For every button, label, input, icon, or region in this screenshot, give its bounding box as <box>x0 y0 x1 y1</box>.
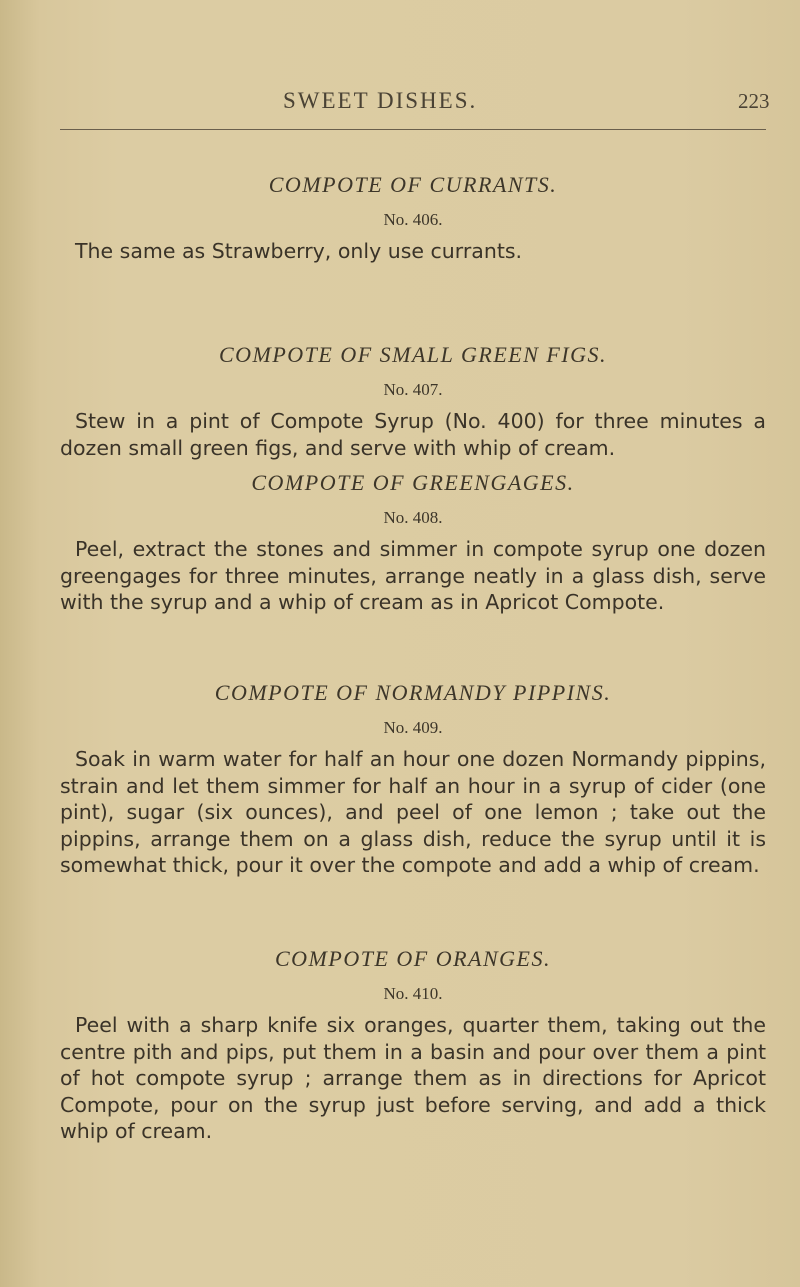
recipe-section-green-figs <box>60 342 766 461</box>
recipe-heading: COMPOTE OF GREENGAGES. <box>251 470 575 495</box>
recipe-section-currants <box>60 172 766 265</box>
page-number: 223 <box>738 89 770 113</box>
recipe-text: Soak in warm water for half an hour one dozen Normandy pippins, strain and let them simmer for half an hour in a syrup of cider (one pint), sugar (six ounces), and peel of one lemon ; take out the pippins, arrange them on a glass dish, reduce the syrup until it is somewhat thick, pour it over the compote and add a whip of cream. <box>60 747 766 877</box>
recipe-heading: COMPOTE OF NORMANDY PIPPINS. <box>214 680 612 705</box>
recipe-text: Peel, extract the stones and simmer in compote syrup one dozen greengages for three minutes, arrange neatly in a glass dish, serve with the syrup and a whip of cream as in Apricot Compote. <box>60 537 766 614</box>
running-head <box>0 88 800 118</box>
recipe-heading: COMPOTE OF CURRANTS. <box>268 172 558 197</box>
recipe-heading: COMPOTE OF SMALL GREEN FIGS. <box>218 342 608 367</box>
recipe-section-greengages <box>60 470 766 616</box>
recipe-text: Stew in a pint of Compote Syrup (No. 400) for three minutes a dozen small green figs, and serve with whip of cream. <box>60 409 766 460</box>
recipe-number: No. 410. <box>383 984 443 1003</box>
recipe-heading: COMPOTE OF ORANGES. <box>275 946 551 971</box>
recipe-section-oranges <box>60 946 766 1145</box>
recipe-section-normandy-pippins <box>60 680 766 879</box>
recipe-number: No. 409. <box>383 718 443 737</box>
running-title: SWEET DISHES. <box>283 88 478 113</box>
recipe-number: No. 406. <box>383 210 443 229</box>
recipe-text: Peel with a sharp knife six oranges, quarter them, taking out the centre pith and pips, put them in a basin and pour over them a pint of hot compote syrup ; arrange them as in directions for Apricot Compote, pour on the syrup just before serving, and add a thick whip of cream. <box>60 1013 766 1143</box>
recipe-number: No. 407. <box>383 380 443 399</box>
header-rule <box>60 129 766 130</box>
recipe-number: No. 408. <box>383 508 443 527</box>
recipe-text: The same as Strawberry, only use currants. <box>75 239 523 263</box>
